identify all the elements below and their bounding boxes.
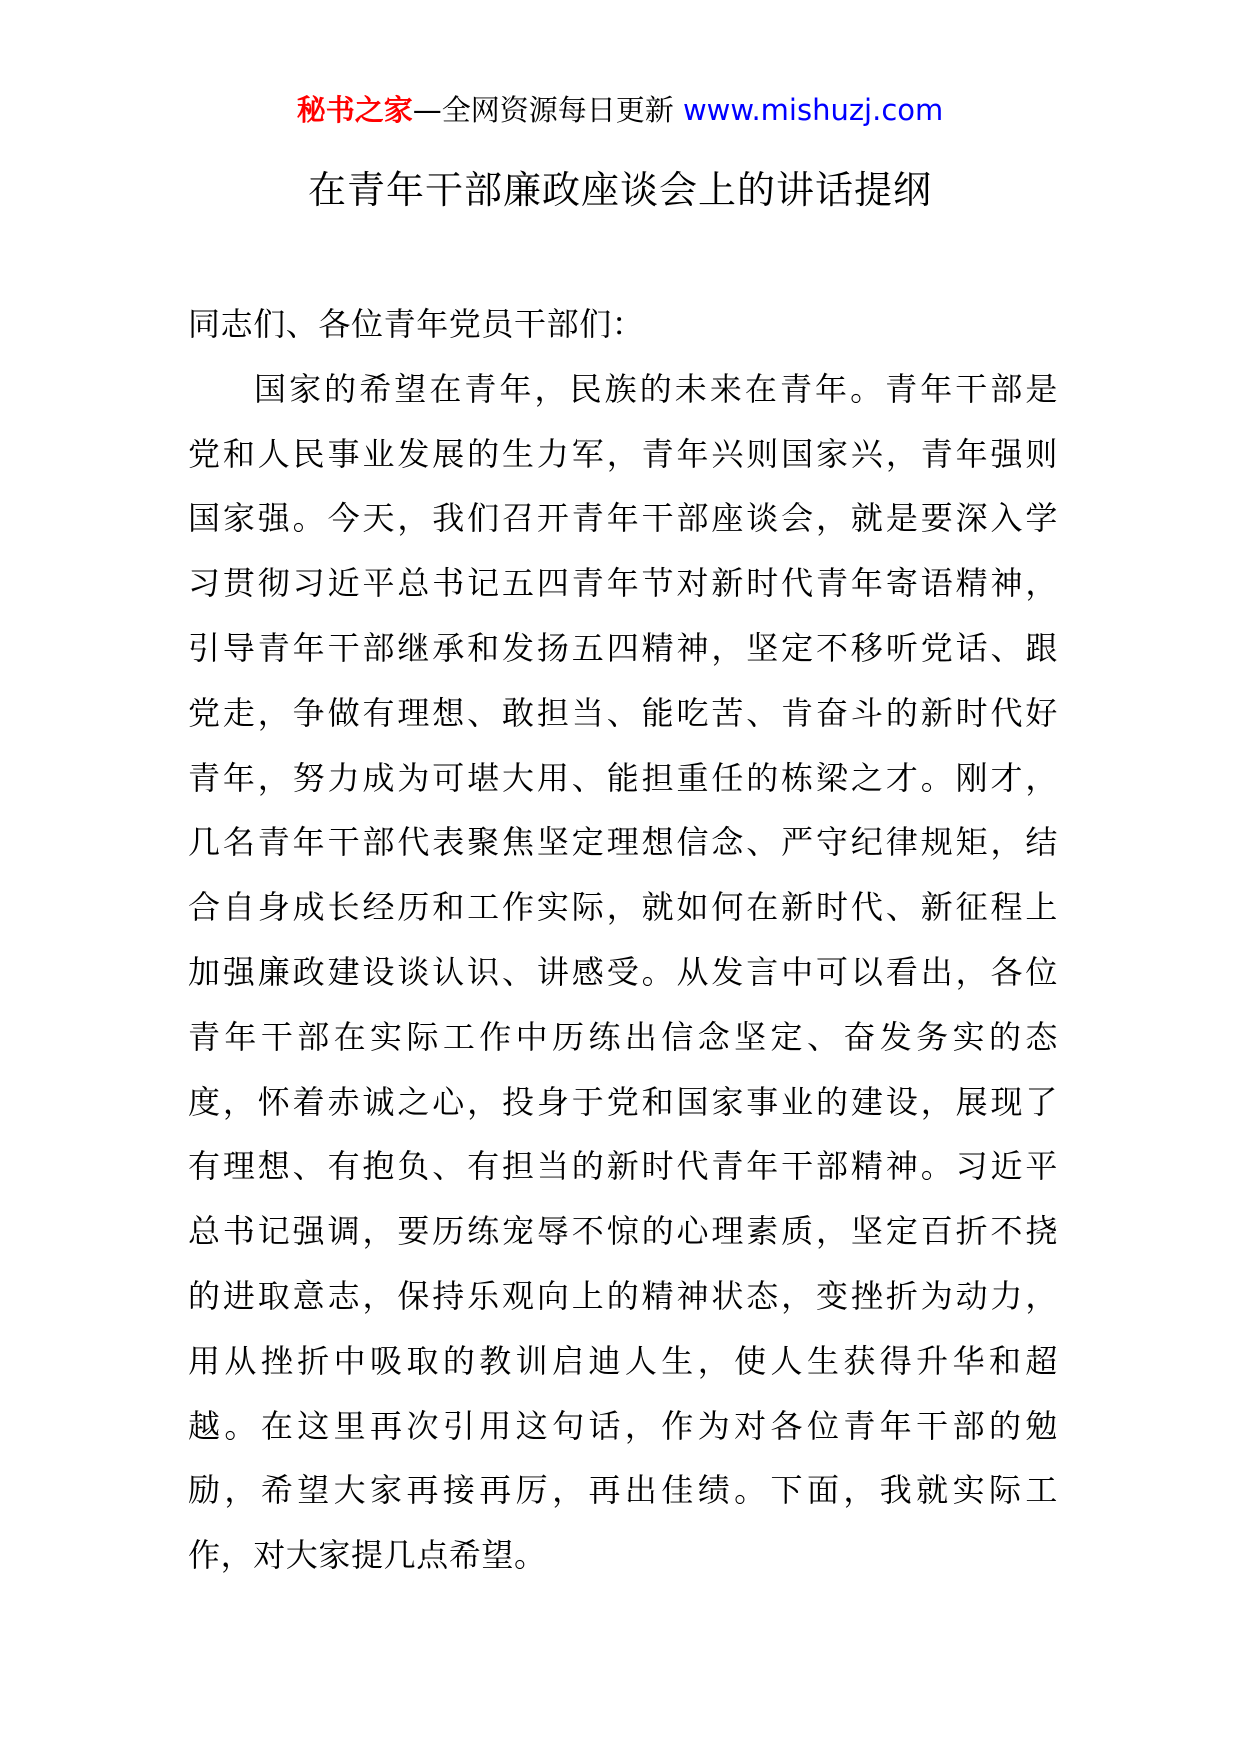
paragraph-line: 习贯彻习近平总书记五四青年节对新时代青年寄语精神， (188, 564, 1058, 603)
paragraph-line: 党走，争做有理想、敢担当、能吃苦、肯奋斗的新时代好 (188, 693, 1058, 732)
salutation: 同志们、各位青年党员干部们： (188, 305, 645, 343)
paragraph-line: 青年干部在实际工作中历练出信念坚定、奋发务实的态 (188, 1017, 1058, 1056)
paragraph-line: 党和人民事业发展的生力军，青年兴则国家兴，青年强则 (188, 434, 1058, 473)
site-tagline: —全网资源每日更新 (412, 93, 683, 127)
paragraph-line: 用从挫折中吸取的教训启迪人生，使人生获得升华和超 (188, 1341, 1058, 1380)
paragraph-line: 度，怀着赤诚之心，投身于党和国家事业的建设，展现了 (188, 1082, 1058, 1121)
paragraph-line: 几名青年干部代表聚焦坚定理想信念、严守纪律规矩，结 (188, 823, 1058, 862)
paragraph-line: 越。在这里再次引用这句话，作为对各位青年干部的勉 (188, 1406, 1058, 1445)
paragraph-line: 青年，努力成为可堪大用、能担重任的栋梁之才。刚才， (188, 758, 1058, 797)
paragraph-line: 励，希望大家再接再厉，再出佳绩。下面，我就实际工 (188, 1471, 1058, 1510)
paragraph-line: 引导青年干部继承和发扬五四精神，坚定不移听党话、跟 (188, 628, 1058, 667)
document-body (188, 292, 1058, 1588)
site-header (0, 90, 1240, 130)
paragraph-line: 总书记强调，要历练宠辱不惊的心理素质，坚定百折不挠 (188, 1212, 1058, 1251)
document-title: 在青年干部廉政座谈会上的讲话提纲 (307, 168, 932, 212)
paragraph-line: 的进取意志，保持乐观向上的精神状态，变挫折为动力， (188, 1276, 1058, 1315)
paragraph-line: 加强廉政建设谈认识、讲感受。从发言中可以看出，各位 (188, 952, 1058, 991)
site-brand: 秘书之家 (296, 93, 413, 127)
paragraph-line: 国家的希望在青年，民族的未来在青年。青年干部是 (254, 369, 1058, 408)
site-url-link[interactable]: www.mishuzj.com (682, 93, 944, 127)
paragraph-line: 合自身成长经历和工作实际，就如何在新时代、新征程上 (188, 888, 1058, 927)
paragraph-line: 有理想、有抱负、有担当的新时代青年干部精神。习近平 (188, 1147, 1058, 1186)
paragraph-line: 国家强。今天，我们召开青年干部座谈会，就是要深入学 (188, 499, 1058, 538)
paragraph-line: 作，对大家提几点希望。 (188, 1536, 547, 1575)
